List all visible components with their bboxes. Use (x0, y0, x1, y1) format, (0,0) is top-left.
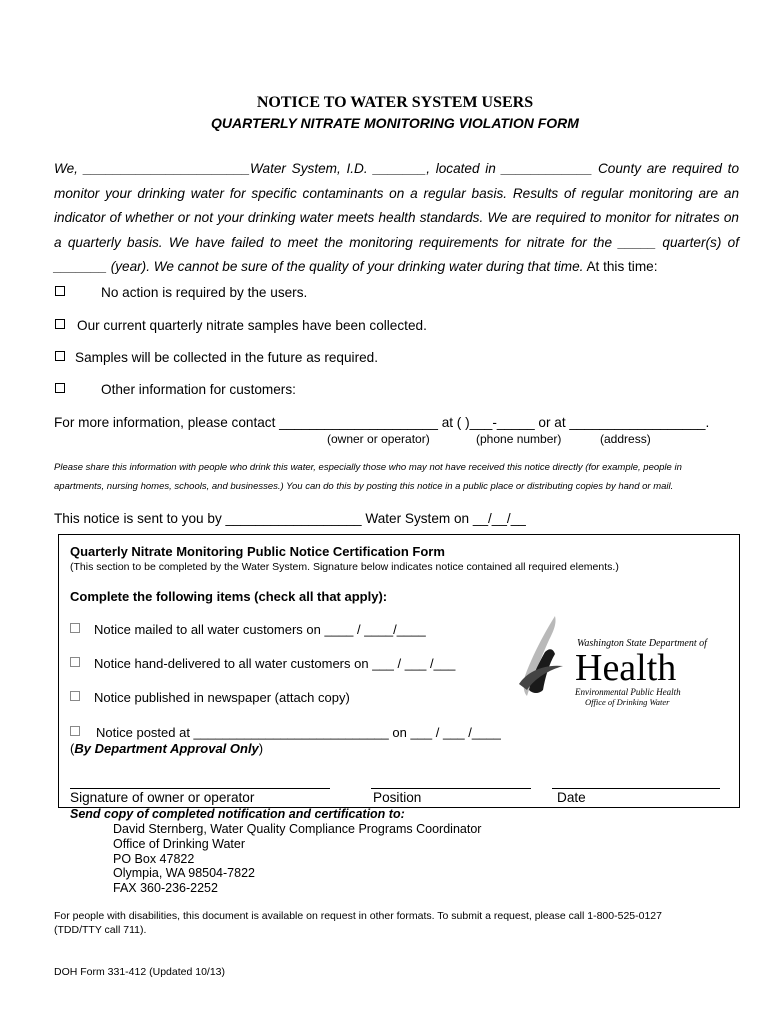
intro-last-italic: _______ (year). We cannot be sure of the quality of your drinking water during that time. (54, 259, 584, 275)
cert-item-mailed[interactable] (70, 622, 426, 637)
cert-item-label: Notice hand-delivered to all water customers on ___ / ___ /___ (94, 656, 456, 671)
phone-caption: (phone number) (476, 432, 562, 446)
logo-line-4: Office of Drinking Water (585, 697, 670, 707)
page-subtitle: QUARTERLY NITRATE MONITORING VIOLATION FORM (211, 115, 579, 131)
intro-paragraph (54, 157, 739, 280)
cert-item-label: Notice published in newspaper (attach copy) (94, 690, 350, 705)
checkbox-icon[interactable] (55, 383, 65, 393)
option-label: Samples will be collected in the future as required. (75, 350, 378, 365)
certification-instruction: Complete the following items (check all that apply): (70, 589, 388, 604)
cert-item-label: Notice mailed to all water customers on ____ / ____/____ (94, 622, 426, 637)
option-samples-collected[interactable] (55, 318, 427, 333)
cert-item-posted[interactable] (70, 725, 501, 740)
option-other-info[interactable] (55, 382, 296, 397)
checkbox-icon[interactable] (70, 657, 80, 667)
checkbox-icon[interactable] (70, 623, 80, 633)
intro-line: indicator of whether or not your drinking water meets health standards. We are required to monitor for nitrates on (54, 210, 739, 226)
owner-caption: (owner or operator) (327, 432, 430, 446)
option-label: Our current quarterly nitrate samples have been collected. (77, 318, 427, 333)
logo-line-2: Health (575, 647, 677, 689)
position-label: Position (373, 790, 422, 805)
accessibility-note: (TDD/TTY call 711). (54, 924, 147, 936)
sent-line: This notice is sent to you by __________________ Water System on __/__/__ (54, 511, 526, 526)
certification-subtitle: (This section to be completed by the Water System. Signature below indicates notice contained all required elements.) (70, 561, 619, 573)
intro-last-plain: At this time: (583, 259, 658, 275)
checkbox-icon[interactable] (55, 319, 65, 329)
position-line (371, 788, 531, 789)
contact-line: For more information, please contact _____________________ at ( )___-_____ or at __________________. (54, 415, 710, 430)
checkbox-icon[interactable] (55, 286, 65, 296)
send-copy-line: FAX 360-236-2252 (113, 881, 218, 895)
address-caption: (address) (600, 432, 651, 446)
logo-line-3: Environmental Public Health (575, 687, 681, 697)
logo-line-1: Washington State Department of (577, 638, 707, 649)
cert-item-hand-delivered[interactable] (70, 656, 455, 671)
signature-line (70, 788, 330, 789)
send-copy-line: Olympia, WA 98504-7822 (113, 866, 255, 880)
logo-mark-icon (515, 614, 575, 706)
intro-last-line (54, 255, 739, 280)
cert-item-label: Notice posted at ___________________________ on ___ / ___ /____ (96, 725, 501, 740)
option-no-action[interactable] (55, 285, 307, 300)
option-samples-future[interactable] (55, 350, 378, 365)
date-label: Date (557, 790, 586, 805)
cert-item-newspaper[interactable] (70, 690, 350, 705)
intro-line: a quarterly basis. We have failed to meet the monitoring requirements for nitrate for the _____ quarter(s) of (54, 234, 739, 250)
option-label: Other information for customers: (101, 382, 296, 397)
share-note-line: Please share this information with people who drink this water, especially those who may not have received this notice directly (for example, people in (54, 462, 682, 473)
signature-label: Signature of owner or operator (70, 790, 255, 805)
option-label: No action is required by the users. (101, 285, 308, 300)
share-note-line: apartments, nursing homes, schools, and businesses.) You can do this by posting this notice in a public place or distributing copies by hand or mail. (54, 481, 674, 492)
send-copy-line: PO Box 47822 (113, 852, 195, 866)
accessibility-note: For people with disabilities, this document is available on request in other formats. To submit a request, please call 1-800-525-0127 (54, 910, 662, 922)
department-approval-note: (By Department Approval Only) (70, 741, 264, 756)
form-number: DOH Form 331-412 (Updated 10/13) (54, 966, 225, 978)
date-line (552, 788, 720, 789)
checkbox-icon[interactable] (55, 351, 65, 361)
intro-line: We, ______________________Water System, I.D. _______, located in ____________ County are required to (54, 161, 739, 176)
send-copy-line: Office of Drinking Water (113, 837, 245, 851)
doh-logo (515, 614, 707, 710)
intro-line: monitor your drinking water for specific contaminants on a regular basis. Results of regular monitoring are an (54, 185, 739, 201)
checkbox-icon[interactable] (70, 726, 80, 736)
send-copy-line: David Sternberg, Water Quality Compliance Programs Coordinator (113, 822, 482, 836)
checkbox-icon[interactable] (70, 691, 80, 701)
send-copy-heading: Send copy of completed notification and certification to: (70, 807, 405, 821)
certification-title: Quarterly Nitrate Monitoring Public Notice Certification Form (70, 544, 445, 559)
page-title: NOTICE TO WATER SYSTEM USERS (256, 94, 534, 111)
